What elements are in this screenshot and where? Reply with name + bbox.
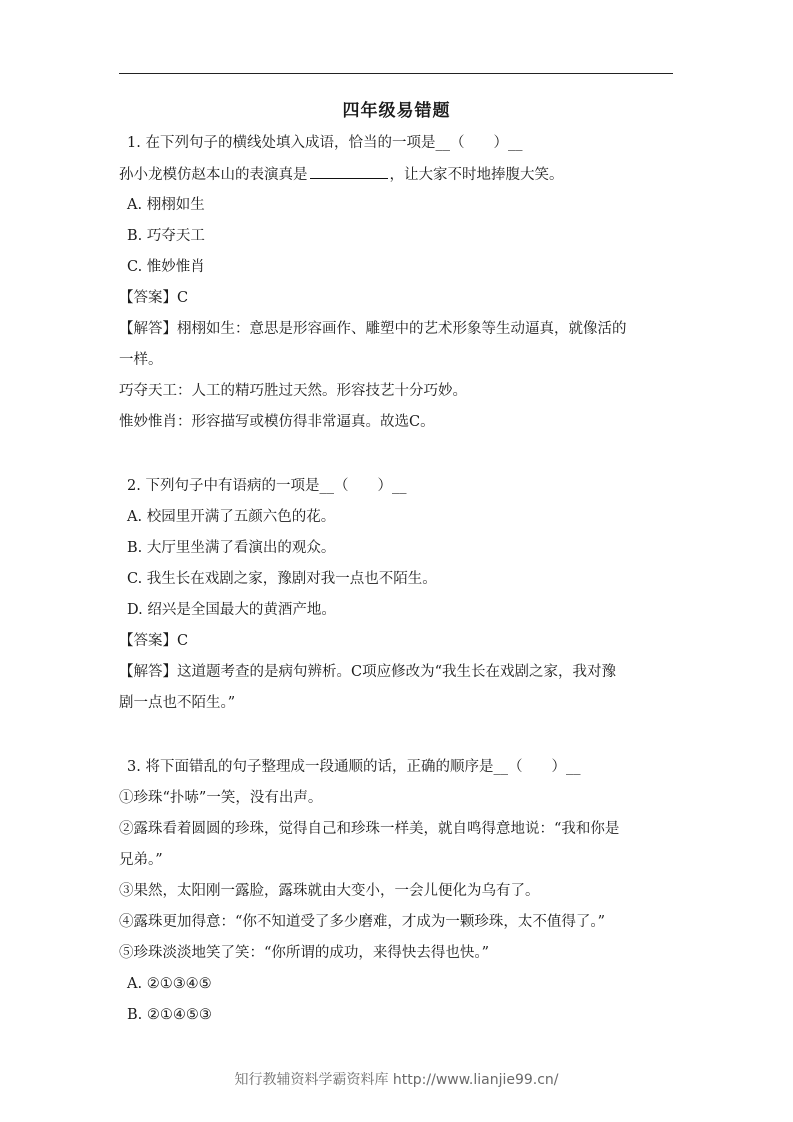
q1-option-b: B. 巧夺天工 xyxy=(127,228,205,244)
q3-sentence: ②露珠看着圆圆的珍珠，觉得自己和珍珠一样美，就自鸣得意地说：“我和你是 xyxy=(119,821,620,837)
q3-sentence: ③果然，太阳刚一露脸，露珠就由大变小，一会儿便化为乌有了。 xyxy=(119,883,540,899)
q3-option-b: B. ②①④⑤③ xyxy=(127,1007,212,1023)
q1-explanation-line: 巧夺天工：人工的精巧胜过天然。形容技艺十分巧妙。 xyxy=(119,383,467,399)
q1-explanation-line: 一样。 xyxy=(119,352,163,368)
q1-explanation-line: 【解答】栩栩如生：意思是形容画作、雕塑中的艺术形象等生动逼真，就像活的 xyxy=(119,321,627,337)
q2-option-c: C. 我生长在戏剧之家，豫剧对我一点也不陌生。 xyxy=(127,571,437,587)
q3-option-a: A. ②①③④⑤ xyxy=(127,976,212,992)
q1-sentence-post: ，让大家不时地捧腹大笑。 xyxy=(389,167,564,183)
header-rule xyxy=(119,73,673,74)
q3-sentence: ⑤珍珠淡淡地笑了笑：“你所谓的成功，来得快去得也快。” xyxy=(119,945,490,961)
q1-option-a: A. 栩栩如生 xyxy=(127,197,205,213)
q1-stem: 1. 在下列句子的横线处填入成语，恰当的一项是__（ ）__ xyxy=(127,135,523,151)
q3-sentence: ④露珠更加得意：“你不知道受了多少磨难，才成为一颗珍珠，太不值得了。” xyxy=(119,914,606,930)
q2-option-d: D. 绍兴是全国最大的黄酒产地。 xyxy=(127,602,336,618)
q2-explanation-line: 【解答】这道题考查的是病句辨析。C项应修改为“我生长在戏剧之家，我对豫 xyxy=(119,664,617,680)
q2-option-a: A. 校园里开满了五颜六色的花。 xyxy=(127,509,336,525)
footer-watermark: 知行教辅资料学霸资料库 http://www.lianjie99.cn/ xyxy=(234,1072,559,1088)
q2-option-b: B. 大厅里坐满了看演出的观众。 xyxy=(127,540,336,556)
q1-explanation-line: 惟妙惟肖：形容描写或模仿得非常逼真。故选C。 xyxy=(119,414,435,430)
q1-sentence xyxy=(119,164,564,185)
page-title: 四年级易错题 xyxy=(342,101,451,121)
q3-sentence: ①珍珠“扑哧”一笑，没有出声。 xyxy=(119,790,323,806)
q1-option-c: C. 惟妙惟肖 xyxy=(127,259,205,275)
q3-sentence: 兄弟。” xyxy=(119,852,163,868)
q1-sentence-pre: 孙小龙模仿赵本山的表演真是 xyxy=(119,167,308,183)
q2-explanation-line: 剧一点也不陌生。” xyxy=(119,695,236,711)
q3-stem: 3. 将下面错乱的句子整理成一段通顺的话，正确的顺序是__（ ）__ xyxy=(127,759,581,775)
q2-stem: 2. 下列句子中有语病的一项是__（ ）__ xyxy=(127,478,407,494)
q1-answer: 【答案】C xyxy=(119,290,189,306)
q2-answer: 【答案】C xyxy=(119,633,189,649)
answer-blank xyxy=(310,164,388,179)
